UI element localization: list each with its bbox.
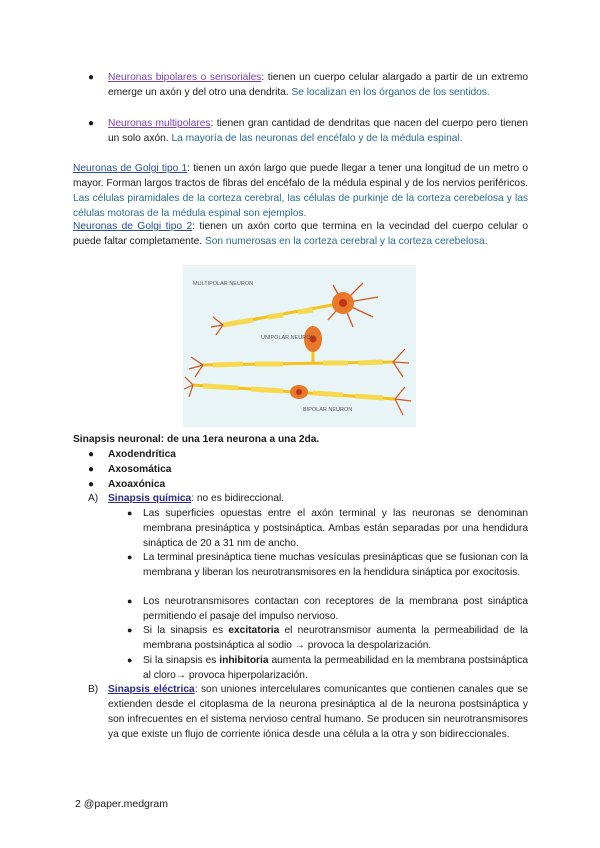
page-footer: 2 @paper.medgram xyxy=(75,798,168,810)
golgi1-blue-text: Las células piramidales de la corteza cerebral, las células de purkinje de la corteza cerebelosa y las células motoras de la médula espinal son ejemplos. xyxy=(73,193,528,219)
label-multipolar: MULTIPOLAR NEURON xyxy=(193,281,254,287)
sinapsis-quimica-link[interactable]: Sinapsis química xyxy=(108,493,192,504)
bullet-dot: ● xyxy=(127,552,133,562)
item5-pre: Si la sinapsis es xyxy=(143,655,220,666)
neuron-illustration xyxy=(183,265,416,427)
bullet-dot: ● xyxy=(88,479,95,490)
multipolar-text: : tienen gran cantidad de dendritas que nacen del cuerpo pero tienen un solo axón. xyxy=(108,118,529,144)
label-bipolar: BIPOLAR NEURON xyxy=(303,407,353,413)
multipolar-neuron xyxy=(211,283,378,335)
item5-bold: inhibitoria xyxy=(219,655,269,666)
item4-bold: excitatoria xyxy=(228,625,280,636)
section-a-text: : no es bidireccional. xyxy=(191,493,285,504)
bullet-dot: ● xyxy=(88,118,95,129)
quimica-item-4 xyxy=(143,623,528,653)
sinapsis-heading: Sinapsis neuronal: de una 1era neurona a una 2da. xyxy=(73,434,320,445)
quimica-item-2: La terminal presináptica tiene muchas vesículas presinápticas que se fusionan con la membrana y liberan los neurotransmisores en la hendidura sináptica por exocitosis. xyxy=(143,552,528,578)
sinapsis-electrica-link[interactable]: Sinapsis eléctrica xyxy=(108,684,195,695)
bullet-dot: ● xyxy=(127,596,133,606)
golgi1-paragraph xyxy=(73,161,528,221)
bullet-dot: ● xyxy=(127,508,133,518)
type-axodendritica: Axodendrítica xyxy=(108,449,176,460)
item4-pre: Si la sinapsis es xyxy=(143,625,229,636)
golgi1-link[interactable]: Neuronas de Golgi tipo 1 xyxy=(73,163,188,174)
bipolar-neuron xyxy=(184,377,411,415)
quimica-item-1: Las superficies opuestas entre el axón terminal y las neuronas se denominan membrana presináptica y postsináptica. Ambas están separadas por una hendidura sináptica de 20 a 31 nm de ancho. xyxy=(143,508,528,549)
section-b-marker: B) xyxy=(88,684,99,695)
item4-post: el neurotransmisor aumenta la permeabilidad de la membrana postsináptica al sodio → provoca la despolarización. xyxy=(143,625,529,651)
neuron-types-figure xyxy=(183,265,416,427)
section-a-marker: A) xyxy=(88,493,99,504)
quimica-item-5 xyxy=(143,653,528,683)
multipolar-blue-text: La mayoría de las neuronas del encéfalo y de la médula espinal. xyxy=(171,133,463,144)
unipolar-neuron xyxy=(189,326,409,377)
multipolar-link[interactable]: Neuronas multipolares xyxy=(108,118,211,129)
bipolar-blue-text: Se localizan en los órganos de los sentidos. xyxy=(291,87,490,98)
bullet-dot: ● xyxy=(127,655,133,665)
bullet-dot: ● xyxy=(88,449,95,460)
section-b-paragraph xyxy=(108,682,528,742)
golgi2-link[interactable]: Neuronas de Golgi tipo 2 xyxy=(73,221,193,232)
bullet-dot: ● xyxy=(127,625,133,635)
golgi2-blue-text: Son numerosas en la corteza cerebral y la corteza cerebelosa. xyxy=(204,236,488,247)
bipolar-text: : tienen un cuerpo celular alargado a partir de un extremo emerge un axón y del otro una dendrita. xyxy=(108,72,529,98)
bullet-dot: ● xyxy=(88,464,95,475)
bipolar-paragraph xyxy=(108,70,528,100)
section-b-text: : son uniones intercelulares comunicantes que contienen canales que se extienden desde el citoplasma de la neurona presináptica al de la neurona postsináptica y son infrecuentes en el sistema nervioso central humano. Se producen sin neurotransmisores ya que existe un flujo de corriente iónica desde una célula a la otra y son bidireccionales. xyxy=(108,684,528,740)
golgi1-text: : tienen un axón largo que puede llegar a tener una longitud de un metro o mayor. Forman largos tractos de fibras del encéfalo de la médula espinal y de los nervios periféricos. xyxy=(73,163,528,189)
label-unipolar: UNIPOLAR NEURON xyxy=(261,335,315,341)
golgi2-paragraph xyxy=(73,219,528,249)
quimica-item-3: Los neurotransmisores contactan con receptores de la membrana post sináptica permitiendo el pasaje del impulso nervioso. xyxy=(143,596,528,622)
bullet-dot: ● xyxy=(88,72,95,83)
section-a-title xyxy=(108,491,528,506)
item5-post: aumenta la permeabilidad en la membrana postsináptica al cloro→ provoca hiperpolarización. xyxy=(143,655,528,681)
bipolar-link[interactable]: Neuronas bipolares o sensoriales xyxy=(108,72,262,83)
type-axosomatica: Axosomática xyxy=(108,464,172,475)
type-axoaxonica: Axoaxónica xyxy=(108,479,166,490)
multipolar-paragraph xyxy=(108,116,528,146)
golgi2-text: : tienen un axón corto que termina en la vecindad del cuerpo celular o puede faltar completamente. xyxy=(73,221,528,247)
